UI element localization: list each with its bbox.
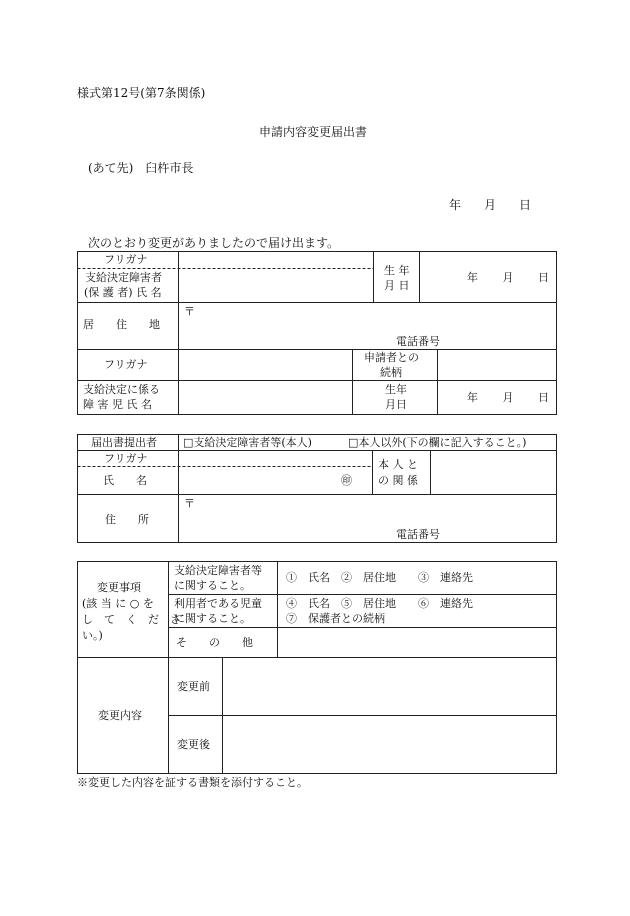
form-title: 申請内容変更届出書 [259, 125, 368, 139]
submission-date[interactable] [449, 198, 531, 212]
furigana-field[interactable] [178, 252, 373, 268]
after-label: 変更後 [177, 738, 210, 751]
row2-options-1[interactable]: ④ 氏名 ⑤ 居住地 ⑥ 連絡先 [286, 597, 473, 610]
submitter-address-field[interactable] [179, 495, 556, 542]
change-content-label: 変更内容 [98, 709, 142, 722]
submitter-furigana-field[interactable] [179, 451, 372, 466]
row1-label-2: に関すること。 [174, 579, 251, 592]
intro-text: 次のとおり変更がありましたので届け出ます。 [88, 236, 340, 250]
after-field[interactable] [223, 716, 556, 773]
child-birth-day: 日 [538, 391, 549, 404]
child-birthdate-field[interactable] [467, 391, 549, 404]
child-birth-month: 月 [502, 391, 514, 404]
child-birth-label-2: 月日 [385, 398, 407, 411]
applicant-birthdate-field[interactable] [467, 271, 549, 284]
date-year: 年 [449, 198, 462, 212]
relation-field[interactable] [438, 350, 556, 380]
address-label: 居 住 地 [83, 318, 160, 331]
postal-mark: 〒 [184, 305, 195, 318]
furigana-label: フリガナ [104, 253, 148, 266]
birth-label-1: 生 年 [384, 264, 410, 277]
submitter-name-label: 氏 名 [103, 474, 147, 487]
date-day: 日 [518, 198, 531, 212]
row2-label-1: 利用者である児童 [174, 597, 262, 610]
submitter-relation-field[interactable] [431, 451, 556, 494]
child-birth-year: 年 [467, 391, 478, 404]
row1-label-1: 支給決定障害者等 [174, 564, 262, 577]
relation-label-1: 申請者との [364, 351, 419, 364]
applicant-name-label-1: 支給決定障害者 [85, 271, 162, 284]
seal-mark: ㊞ [341, 474, 352, 487]
child-name-field[interactable] [179, 381, 352, 414]
applicant-name-label-2: (保 護 者) 氏 名 [84, 286, 162, 299]
submitter-label: 届出書提出者 [91, 436, 157, 449]
row2-options-2[interactable]: ⑦ 保護者との続柄 [286, 612, 385, 625]
child-birth-label-1: 生年 [385, 383, 407, 396]
option-self-checkbox[interactable]: □支給決定障害者等(本人) [183, 436, 312, 449]
child-name-label-1: 支給決定に係る [83, 383, 160, 396]
submitter-address-label: 住 所 [105, 513, 149, 526]
birth-year: 年 [467, 271, 478, 284]
child-name-label-2: 障 害 児 氏 名 [83, 398, 152, 411]
phone-label: 電話番号 [396, 335, 440, 348]
date-month: 月 [483, 198, 496, 212]
submitter-furigana-label: フリガナ [104, 452, 148, 465]
submitter-name-field[interactable] [179, 467, 339, 494]
submitter-phone-label: 電話番号 [396, 528, 440, 541]
birth-day: 日 [538, 271, 549, 284]
before-label: 変更前 [177, 680, 210, 693]
submitter-relation-label-2: の 関 係 [378, 474, 418, 487]
recipient: (あて先) 臼杵市長 [88, 161, 194, 175]
child-furigana-label: フリガナ [104, 358, 148, 371]
row2-label-2: に関すること。 [174, 612, 251, 625]
change-items-label-3: し て く だ さ [82, 613, 181, 626]
change-items-label-2: (該 当 に ○ を [82, 597, 154, 610]
before-field[interactable] [223, 658, 556, 715]
submitter-relation-label-1: 本 人 と [378, 458, 418, 471]
option-other-checkbox[interactable]: □本人以外(下の欄に記入すること。) [348, 436, 527, 449]
change-items-label-1: 変更事項 [97, 581, 141, 594]
change-items-label-4: い。) [82, 629, 103, 642]
other-field[interactable] [278, 628, 556, 657]
form-number: 様式第12号(第7条関係) [77, 86, 206, 100]
relation-label-2: 続柄 [380, 366, 402, 379]
footnote: ※変更した内容を証する書類を添付すること。 [77, 776, 308, 789]
birth-month: 月 [502, 271, 514, 284]
submitter-postal-mark: 〒 [184, 497, 195, 510]
applicant-name-field[interactable] [179, 269, 373, 302]
address-field[interactable] [179, 303, 556, 349]
birth-label-2: 月 日 [384, 279, 410, 292]
child-furigana-field[interactable] [179, 350, 352, 380]
row1-options[interactable]: ① 氏名 ② 居住地 ③ 連絡先 [286, 571, 473, 584]
other-label: そ の 他 [176, 636, 253, 649]
